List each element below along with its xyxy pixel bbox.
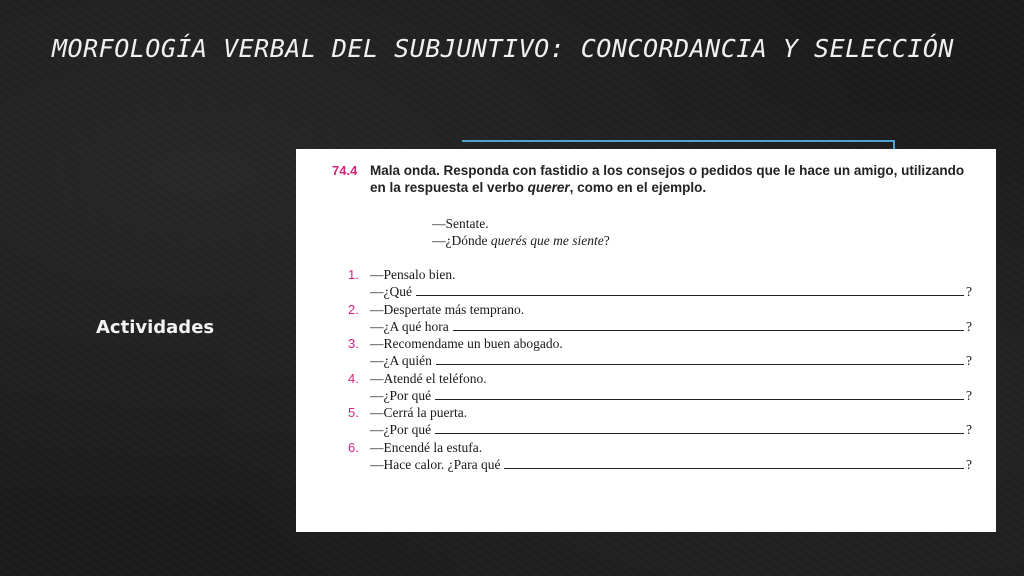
- exercise-item-4: [348, 370, 974, 405]
- exercise-item-6: [348, 439, 974, 474]
- question-mark: ?: [966, 456, 972, 472]
- item-prompt: —Despertate más temprano.: [370, 301, 525, 317]
- instruction-lead: Mala onda.: [370, 163, 440, 178]
- slide-title: MORFOLOGÍA VERBAL DEL SUBJUNTIVO: CONCORDANCIA Y SELECCIÓN: [52, 34, 954, 63]
- exercise-item-2: [348, 301, 974, 336]
- item-prompt: —Encendé la estufa.: [370, 439, 483, 455]
- item-prompt: —Cerrá la puerta.: [370, 405, 468, 420]
- accent-line: [462, 140, 894, 142]
- exercise-item-3: [348, 335, 974, 370]
- item-prompt: —Atendé el teléfono.: [370, 370, 487, 386]
- item-answer-start: —¿Por qué: [370, 387, 432, 403]
- item-answer-start: —¿Por qué: [370, 422, 432, 437]
- example-line-2: [432, 232, 610, 249]
- question-mark: ?: [966, 284, 972, 299]
- exercise-instruction: [370, 162, 974, 196]
- question-mark: ?: [966, 422, 972, 437]
- exercise-item-5: [348, 404, 974, 439]
- example-line-2-suffix: ?: [603, 233, 610, 248]
- example-line-2-prefix: —¿Dónde: [432, 233, 491, 248]
- answer-blank: [436, 352, 964, 365]
- item-answer-start: —¿Qué: [370, 284, 412, 299]
- instruction-verb: querer: [527, 180, 570, 195]
- item-number: 6.: [348, 439, 359, 455]
- item-prompt: —Recomendame un buen abogado.: [370, 336, 563, 351]
- answer-blank: [416, 283, 964, 296]
- item-answer-start: —¿A qué hora: [370, 318, 449, 334]
- exercise-number: 74.4: [332, 163, 358, 178]
- exercise-items: [348, 266, 974, 473]
- question-mark: ?: [966, 353, 972, 368]
- instruction-text-1: Responda con fastidio a los consejos o pedidos que le hace un amigo, utilizando en la respuesta el verbo: [370, 163, 965, 195]
- answer-blank: [504, 456, 964, 469]
- item-answer-start: —Hace calor. ¿Para qué: [370, 456, 501, 472]
- question-mark: ?: [966, 387, 972, 403]
- activities-label: Actividades: [96, 317, 215, 338]
- answer-blank: [453, 318, 964, 331]
- example-line-1: —Sentate.: [432, 216, 489, 231]
- instruction-text-2: , como en el ejemplo.: [569, 180, 707, 195]
- item-prompt: —Pensalo bien.: [370, 267, 456, 282]
- item-number: 5.: [348, 405, 359, 420]
- item-number: 4.: [348, 370, 359, 386]
- item-number: 3.: [348, 336, 359, 351]
- item-number: 1.: [348, 267, 359, 282]
- example-block: [432, 215, 610, 249]
- exercise-image: [296, 149, 996, 532]
- item-answer-start: —¿A quién: [370, 353, 432, 368]
- example-line-2-italic: querés que me siente: [490, 233, 604, 248]
- question-mark: ?: [966, 318, 972, 334]
- answer-blank: [435, 387, 964, 400]
- exercise-item-1: [348, 266, 974, 301]
- item-number: 2.: [348, 301, 359, 317]
- answer-blank: [435, 421, 964, 434]
